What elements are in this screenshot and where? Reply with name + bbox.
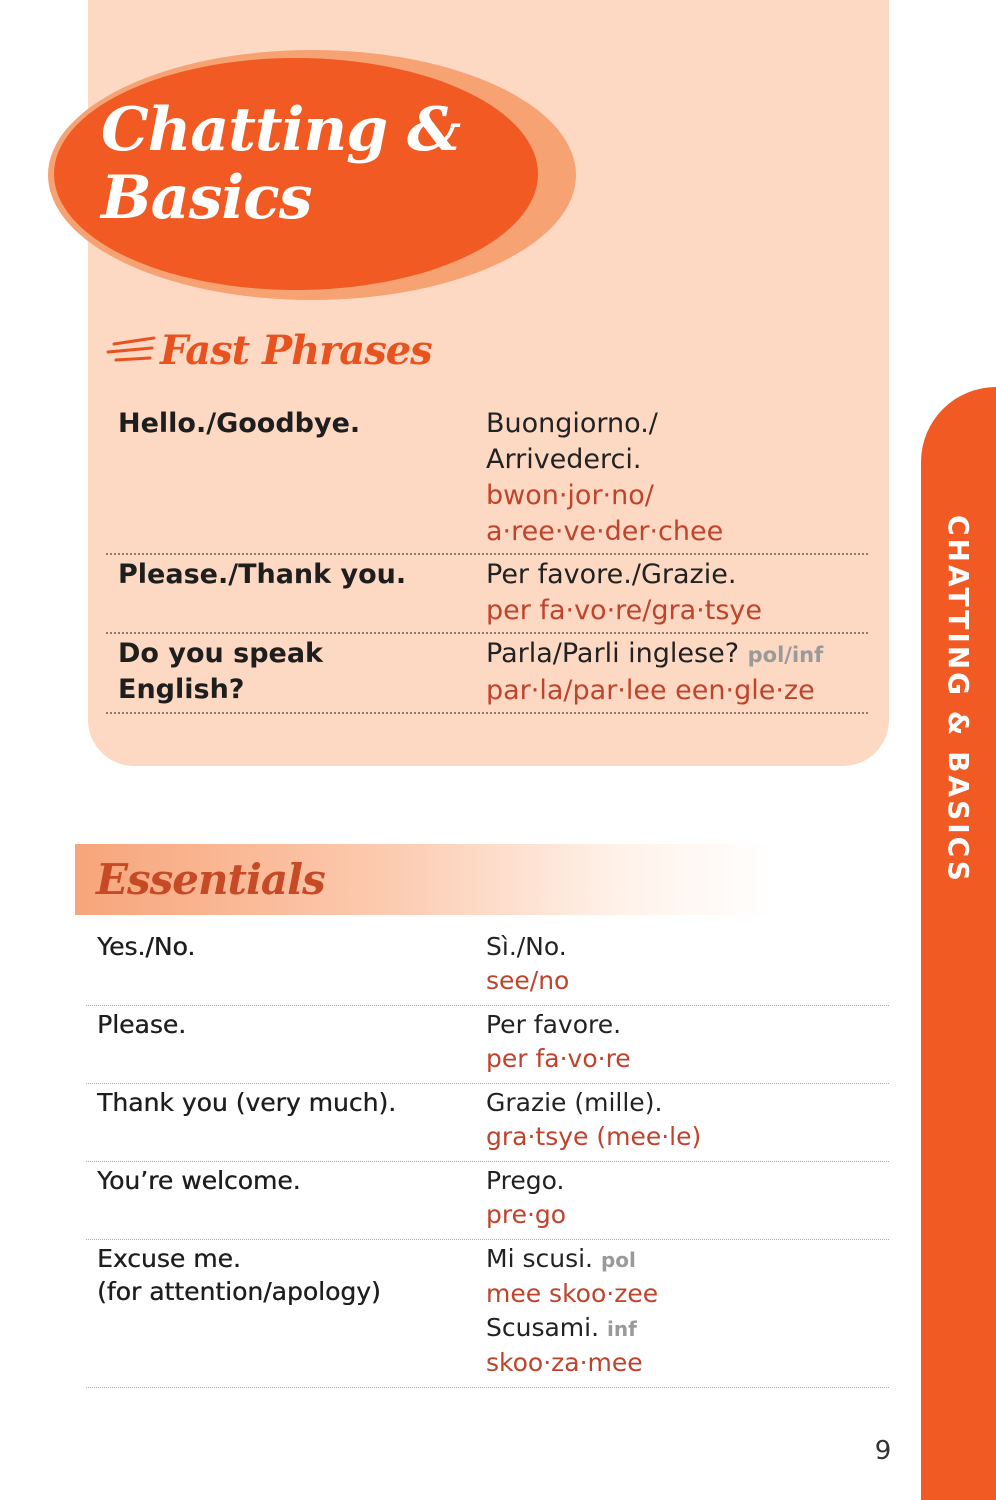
essential-row <box>86 1006 889 1084</box>
italian-phrase: Scusami. <box>486 1313 600 1342</box>
essential-row <box>86 1084 889 1162</box>
fast-phrases-title: Fast Phrases <box>160 326 432 374</box>
essentials-table <box>86 928 889 1388</box>
essential-english <box>97 930 467 963</box>
essential-english <box>97 1242 467 1308</box>
italian-text: Per favore. <box>486 1010 622 1039</box>
essential-italian <box>486 1164 889 1232</box>
fast-phrase-row <box>106 634 868 714</box>
fast-phrase-english: Hello./Goodbye. <box>118 408 361 439</box>
fast-phrase-italian <box>486 636 868 709</box>
pronunciation-text: par·la/par·lee een·gle·ze <box>486 675 815 706</box>
chapter-side-tab-label <box>921 387 996 1500</box>
pronunciation-text: mee skoo·zee <box>486 1279 659 1308</box>
formality-tag: pol/inf <box>747 643 824 667</box>
fast-phrase-italian <box>486 406 868 550</box>
fast-phrase-row <box>106 404 868 555</box>
essential-row <box>86 1240 889 1388</box>
italian-text: Grazie (mille). <box>486 1088 663 1117</box>
essential-row <box>86 928 889 1006</box>
essentials-title: Essentials <box>96 855 325 904</box>
speed-lines-icon <box>106 330 156 370</box>
english-line: Yes./No. <box>97 932 196 961</box>
formality-tag: pol <box>600 1248 636 1272</box>
english-line: You’re welcome. <box>97 1166 301 1195</box>
essential-english <box>97 1086 467 1119</box>
italian-text: Prego. <box>486 1166 565 1195</box>
essential-italian <box>486 1086 889 1154</box>
fast-phrases-heading <box>106 322 432 378</box>
formality-tag: inf <box>607 1317 637 1341</box>
italian-phrase: Mi scusi. <box>486 1244 593 1273</box>
section-title-line1: Chatting & <box>101 95 461 165</box>
pronunciation-text: a·ree·ve·der·chee <box>486 516 724 547</box>
italian-text: Sì./No. <box>486 932 567 961</box>
pronunciation-text: bwon·jor·no/ <box>486 480 654 511</box>
english-line: Thank you (very much). <box>97 1088 397 1117</box>
pronunciation-text: see/no <box>486 966 570 995</box>
essential-italian <box>486 930 889 998</box>
essential-row <box>86 1162 889 1240</box>
pronunciation-text: skoo·za·mee <box>486 1348 643 1377</box>
pronunciation-text: per fa·vo·re/gra·tsye <box>486 595 762 626</box>
essential-italian <box>486 1008 889 1076</box>
pronunciation-text: gra·tsye (mee·le) <box>486 1122 702 1151</box>
fast-phrase-english: Please./Thank you. <box>118 559 407 590</box>
fast-phrase-english: Do you speak English? <box>118 638 324 705</box>
italian-text <box>486 1242 889 1277</box>
fast-phrase-italian <box>486 557 868 629</box>
italian-text: Per favore./Grazie. <box>486 559 737 590</box>
pronunciation-text: per fa·vo·re <box>486 1044 631 1073</box>
page-number: 9 <box>874 1436 892 1466</box>
italian-text <box>486 1311 889 1346</box>
essential-english <box>97 1164 467 1197</box>
essential-italian <box>486 1242 889 1380</box>
side-tab-text: CHATTING & BASICS <box>942 515 975 884</box>
italian-text: Arrivederci. <box>486 444 642 475</box>
italian-phrase: Parla/Parli inglese? <box>486 638 740 669</box>
section-title-line2: Basics <box>101 163 312 233</box>
essential-english <box>97 1008 467 1041</box>
italian-text: Buongiorno./ <box>486 408 658 439</box>
fast-phrase-row <box>106 555 868 634</box>
pronunciation-text: pre·go <box>486 1200 567 1229</box>
english-line: Excuse me. <box>97 1244 241 1273</box>
english-line: (for attention/apology) <box>97 1277 381 1306</box>
section-title <box>101 96 460 232</box>
english-line: Please. <box>97 1010 187 1039</box>
italian-text <box>486 636 868 673</box>
fast-phrases-table <box>106 404 868 714</box>
